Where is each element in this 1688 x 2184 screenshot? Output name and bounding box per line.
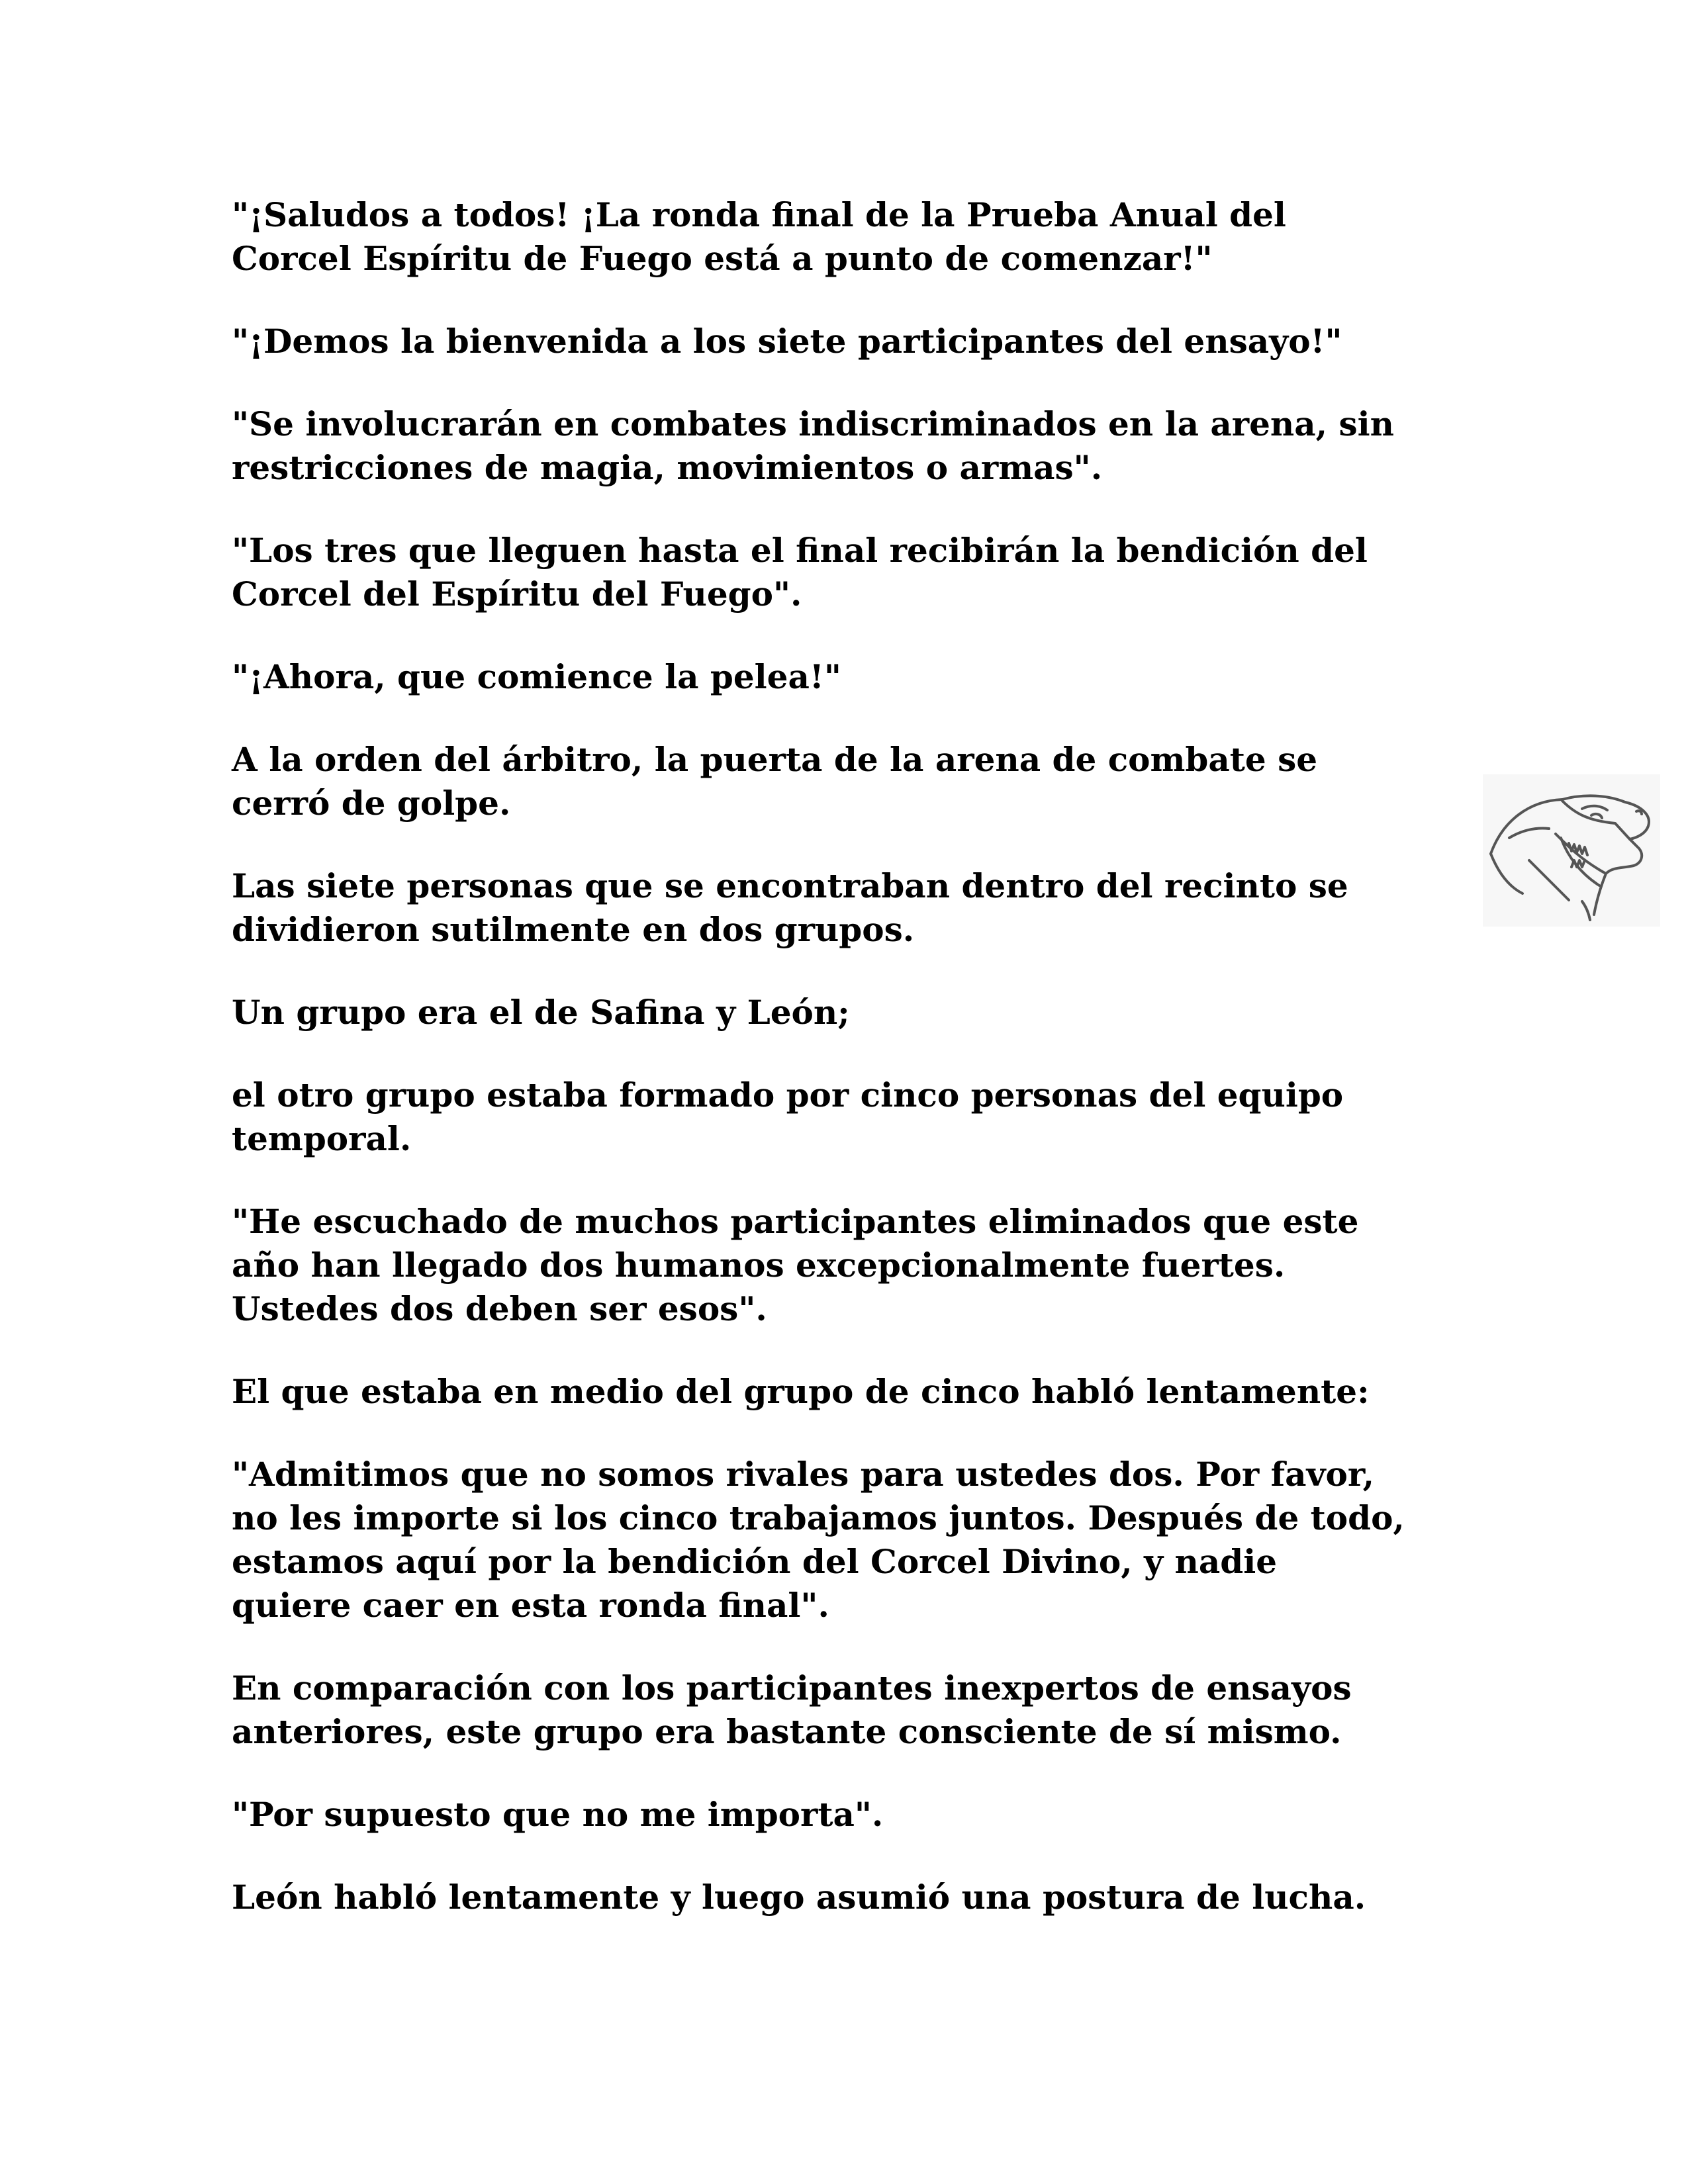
paragraph-14: "Por supuesto que no me importa".: [232, 1795, 884, 1834]
paragraph-3: "Se involucrarán en combates indiscriminados en la arena, sin restricciones de magia, movimientos o armas".: [232, 404, 1394, 487]
paragraph-1: "¡Saludos a todos! ¡La ronda final de la Prueba Anual del Corcel Espíritu de Fuego está a punto de comenzar!": [232, 195, 1286, 278]
paragraph-5: "¡Ahora, que comience la pelea!": [232, 657, 841, 696]
paragraph-13: En comparación con los participantes inexpertos de ensayos anteriores, este grupo era bastante consciente de sí mismo.: [232, 1668, 1352, 1751]
story-text: [232, 193, 1489, 1919]
paragraph-2: "¡Demos la bienvenida a los siete participantes del ensayo!": [232, 322, 1342, 361]
paragraph-12: "Admitimos que no somos rivales para ustedes dos. Por favor, no les importe si los cinco trabajamos juntos. Después de todo, estamos aquí por la bendición del Corcel Divino, y nadie quiere caer en esta ronda final".: [232, 1455, 1405, 1625]
paragraph-10: "He escuchado de muchos participantes eliminados que este año han llegado dos humanos excepcionalmente fuertes. Ustedes dos deben ser esos".: [232, 1202, 1359, 1328]
paragraph-6: A la orden del árbitro, la puerta de la arena de combate se cerró de golpe.: [232, 740, 1318, 823]
paragraph-7: Las siete personas que se encontraban dentro del recinto se dividieron sutilmente en dos grupos.: [232, 866, 1348, 949]
paragraph-15: León habló lentamente y luego asumió una postura de lucha.: [232, 1878, 1366, 1917]
paragraph-4: "Los tres que lleguen hasta el final recibirán la bendición del Corcel del Espíritu del Fuego".: [232, 531, 1368, 614]
dinosaur-head-sketch-icon: [1483, 774, 1660, 927]
paragraph-9: el otro grupo estaba formado por cinco personas del equipo temporal.: [232, 1075, 1344, 1158]
paragraph-8: Un grupo era el de Safina y León;: [232, 993, 850, 1032]
paragraph-11: El que estaba en medio del grupo de cinco habló lentamente:: [232, 1372, 1370, 1411]
